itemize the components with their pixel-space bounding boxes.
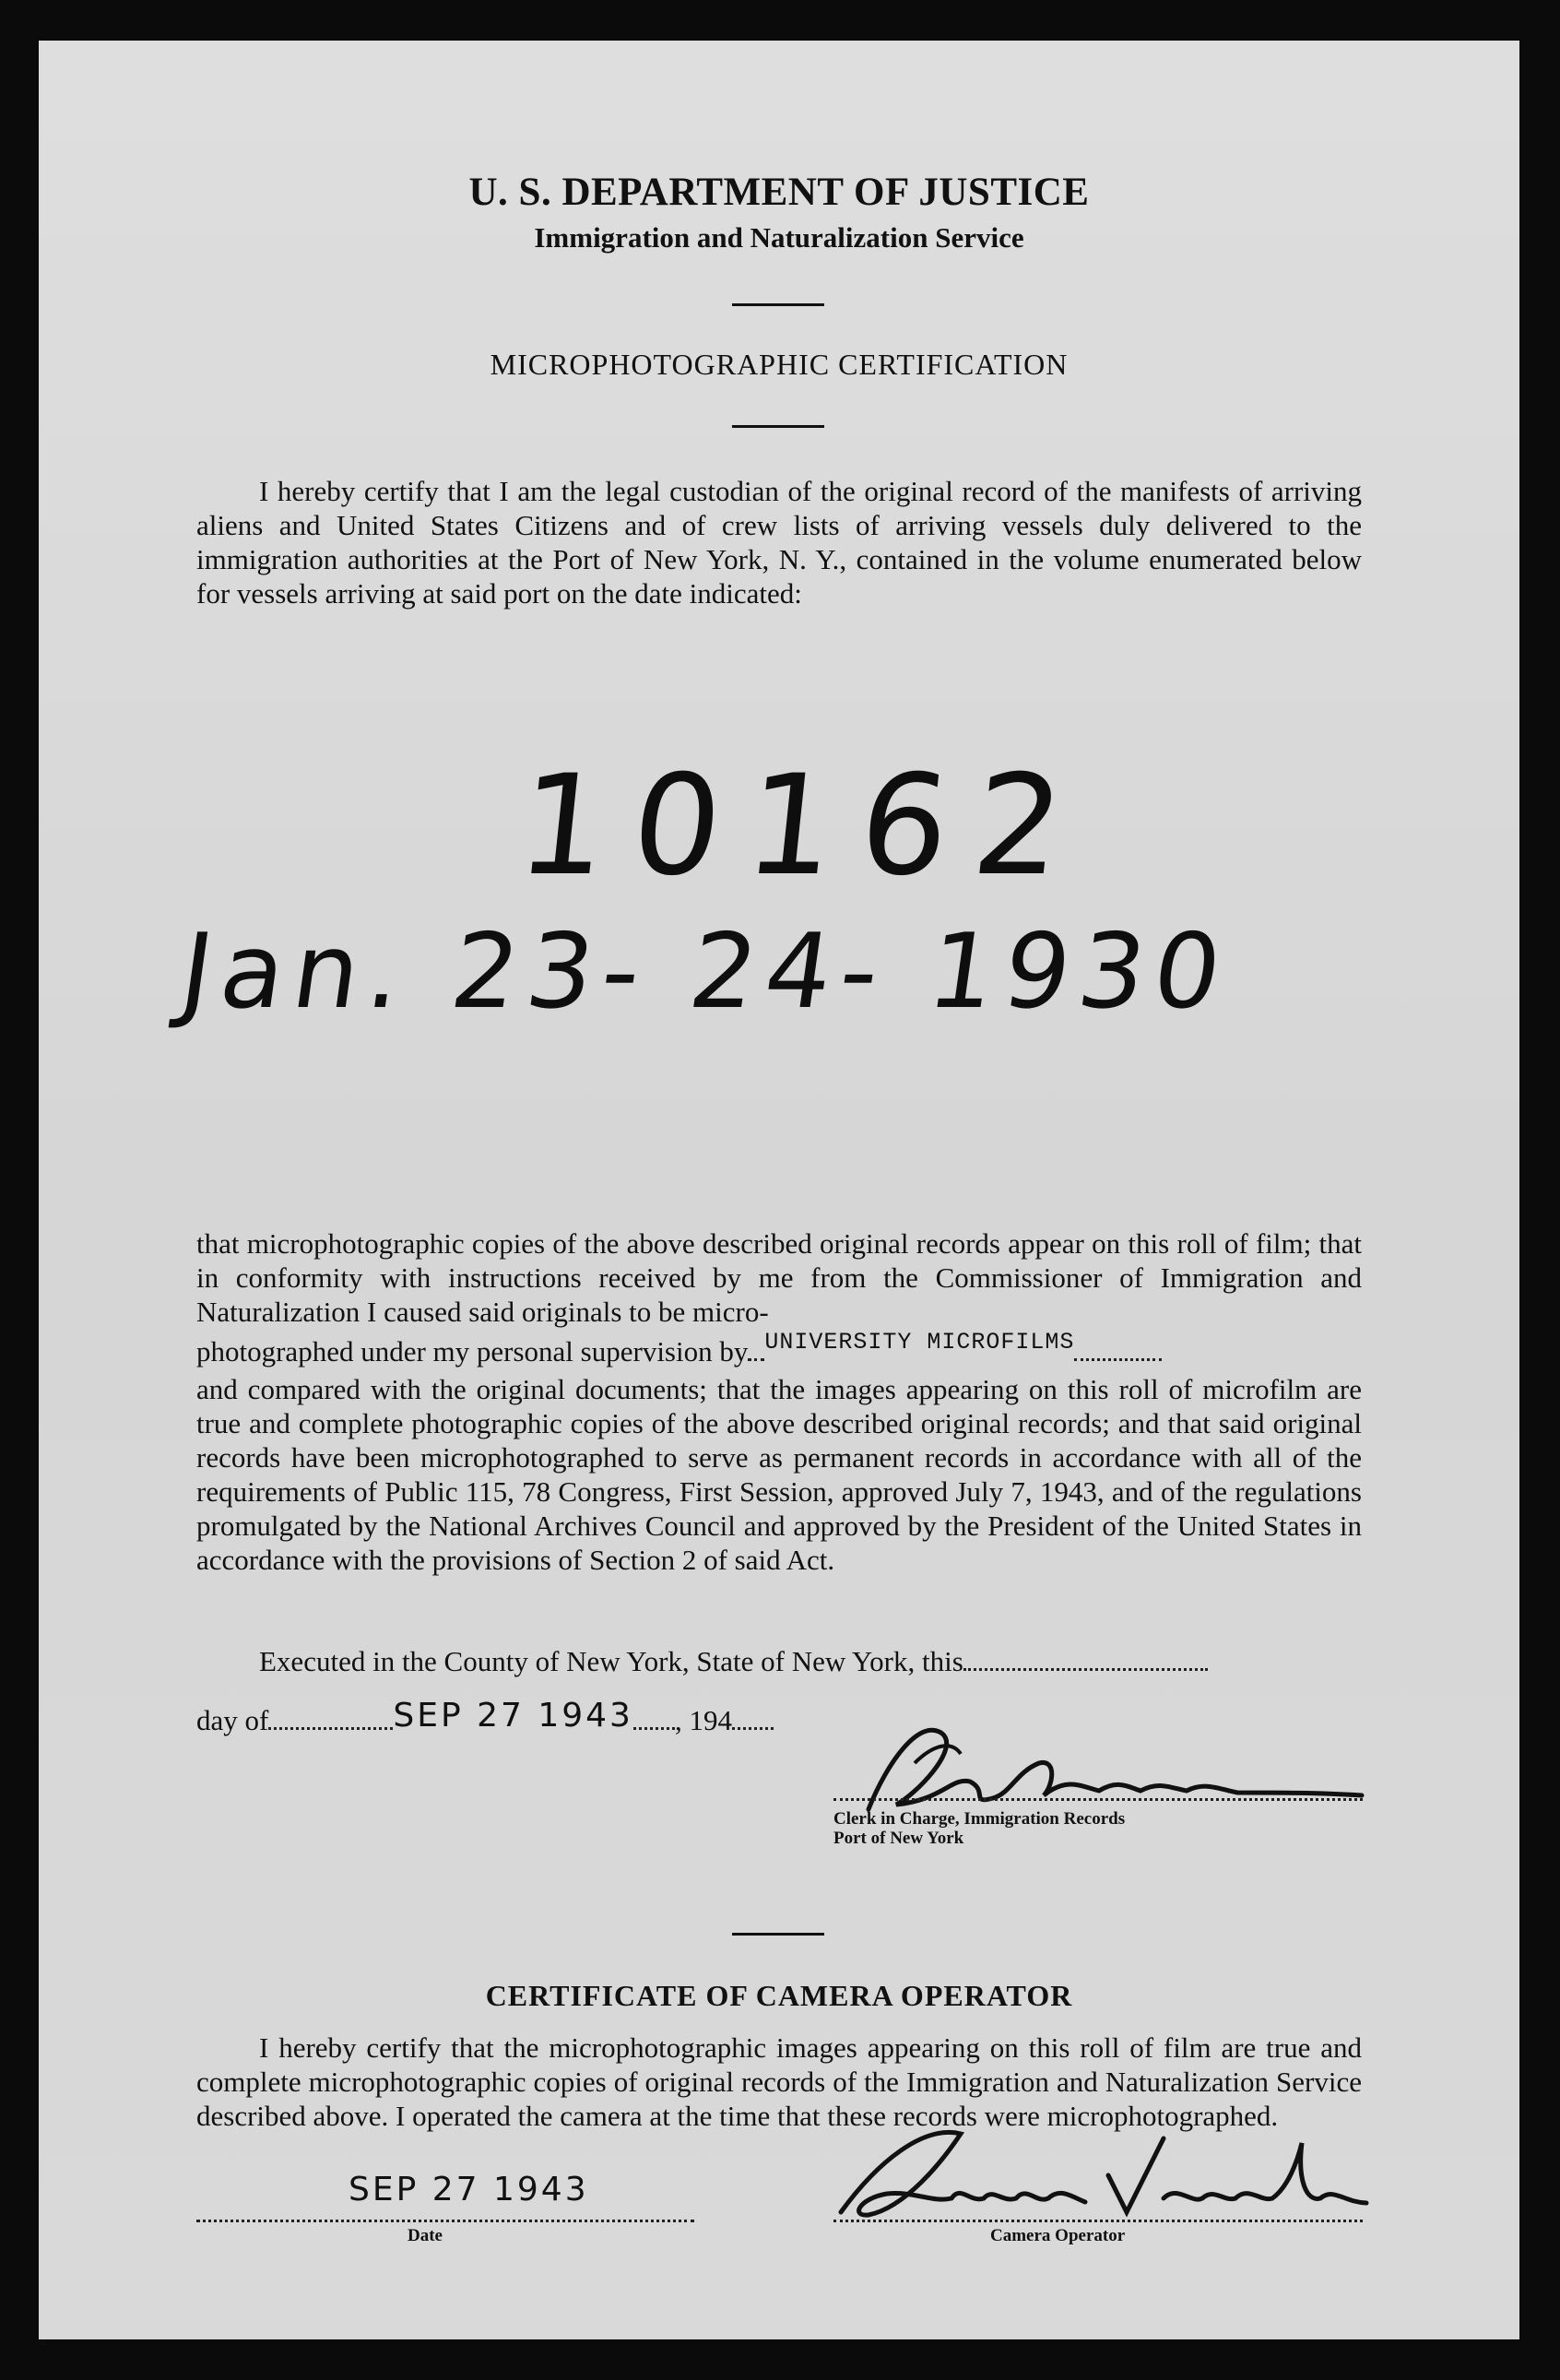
signature-line (833, 1797, 1363, 1801)
divider-rule (732, 1933, 824, 1936)
date-line (196, 2219, 694, 2222)
camera-certificate-title: CERTIFICATE OF CAMERA OPERATOR (485, 1979, 1073, 2012)
body-part2: photographed under my personal supervision by (196, 1335, 749, 1368)
certification-title: MICROPHOTOGRAPHIC CERTIFICATION (490, 348, 1069, 381)
handwritten-dates: Jan. 23- 24- 1930 (172, 912, 1238, 1032)
dotted-leader (268, 1726, 393, 1730)
day-of-label: day of (196, 1704, 269, 1736)
department-title: U. S. DEPARTMENT OF JUSTICE (468, 171, 1090, 214)
microfilmer-name: UNIVERSITY MICROFILMS (764, 1329, 1075, 1356)
year-prefix: , 194 (674, 1704, 732, 1736)
dotted-leader (1074, 1357, 1162, 1361)
execution-text: Executed in the County of New York, State of New York, this (259, 1645, 963, 1677)
clerk-title-line1: Clerk in Charge, Immigration Records (833, 1809, 1126, 1829)
camera-date-stamp: SEP 27 1943 (349, 2171, 589, 2208)
day-of-line (196, 1697, 774, 1738)
body-part1: that microphotographic copies of the above described original records appear on this roll of film; that in conformity with instructions received by me from the Commissioner of Immigration and Naturalization I caused said originals to be micro- (196, 1227, 1362, 1328)
execution-line (259, 1645, 1208, 1678)
intro-text: I hereby certify that I am the legal custodian of the original record of the manifests of arriving aliens and United States Citizens and of crew lists of arriving vessels duly delivered to the immigration authorities at the Port of New York, N. Y., contained in the volume enumerated below for vessels arriving at said port on the date indicated: (196, 475, 1362, 610)
operator-line (833, 2219, 1363, 2222)
dotted-leader (633, 1726, 675, 1730)
camera-operator-signature (822, 2106, 1376, 2226)
camera-certificate-text: I hereby certify that the microphotographic images appearing on this roll of film are true and complete microphotographic copies of original records of the Immigration and Naturalization Service described above. I operated the camera at the time that these records were microphotographed. (196, 2031, 1362, 2132)
certificate-sheet (39, 41, 1519, 2339)
dotted-leader (963, 1667, 1208, 1671)
service-subtitle: Immigration and Naturalization Service (534, 221, 1024, 254)
supervision-line (196, 1329, 1362, 1372)
dotted-leader (748, 1357, 764, 1361)
divider-rule (732, 425, 824, 428)
divider-rule (732, 303, 824, 306)
clerk-title-line2: Port of New York (833, 1829, 964, 1848)
camera-operator-label: Camera Operator (990, 2226, 1126, 2245)
dotted-leader (732, 1726, 774, 1730)
body-part3: and compared with the original documents; that the images appearing on this roll of microfilm are true and complete photographic copies of the above described original records; and that said original records have been microphotographed to serve as permanent records in accordance with all of the requirements of Public 115, 78 Congress, First Session, approved July 7, 1943, and of the regulations promulgated by the National Archives Council and approved by the President of the United States in accordance with the provisions of Section 2 of said Act. (196, 1373, 1362, 1576)
clerk-title (833, 1809, 1125, 1848)
date-stamp: SEP 27 1943 (393, 1697, 633, 1735)
certification-body (196, 1226, 1362, 1577)
intro-paragraph (196, 474, 1362, 610)
date-label: Date (408, 2226, 443, 2245)
handwritten-volume-number: 10162 (510, 746, 1097, 906)
